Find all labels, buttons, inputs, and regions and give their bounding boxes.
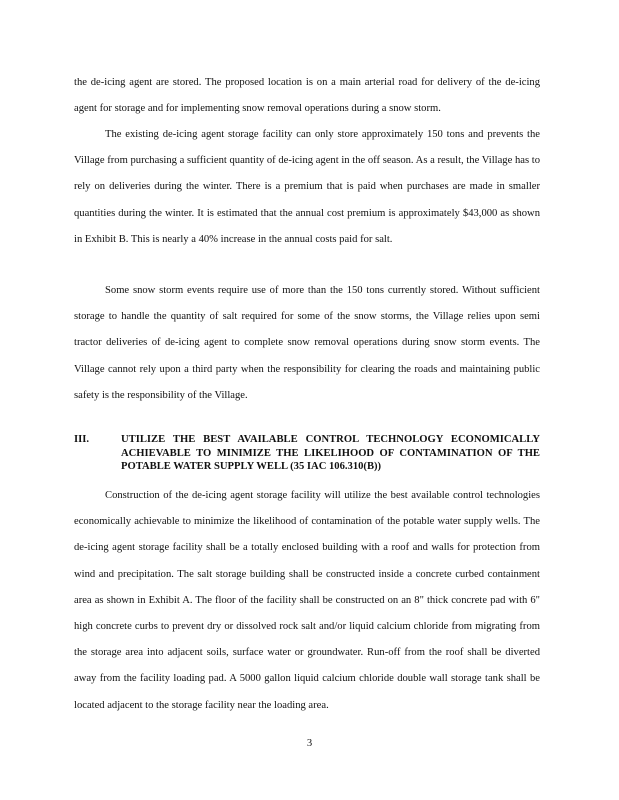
section-title: UTILIZE THE BEST AVAILABLE CONTROL TECHNOLOGY ECONOMICALLY ACHIEVABLE TO MINIMIZE THE LIKELIHOOD OF CONTAMINATION OF THE POTABLE WATER SUPPLY WELL (35 IAC 106.310(B)) <box>121 434 540 472</box>
section-number: III. <box>74 434 90 445</box>
section-heading <box>74 433 540 474</box>
paragraph-control-technology: Construction of the de-icing agent storage facility will utilize the best available control technologies economically achievable to minimize the likelihood of contamination of the potable water supply wells. The de-icing agent storage facility shall be a totally enclosed building with a roof and walls for protection from wind and precipitation. The salt storage building shall be constructed inside a concrete curbed containment area as shown in Exhibit A. The floor of the facility shall be constructed on an 8" thick concrete pad with 6" high concrete curbs to prevent dry or dissolved rock salt and/or liquid calcium chloride from migrating from the storage area into adjacent soils, surface water or groundwater. Run-off from the roof shall be diverted away from the facility loading pad. A 5000 gallon liquid calcium chloride double wall storage tank shall be located adjacent to the storage facility near the loading area. <box>74 490 540 711</box>
paragraph-storage-capacity: The existing de-icing agent storage facility can only store approximately 150 tons and prevents the Village from purchasing a sufficient quantity of de-icing agent in the off season. As a result, the Village has to rely on deliveries during the winter. There is a premium that is paid when purchases are made in smaller quantities during the winter. It is estimated that the annual cost premium is approximately $43,000 as shown in Exhibit B. This is nearly a 40% increase in the annual costs paid for salt. <box>74 129 540 245</box>
paragraph-snow-storm-events: Some snow storm events require use of more than the 150 tons currently stored. Without sufficient storage to handle the quantity of salt required for some of the snow storms, the Village relies upon semi tractor deliveries of de-icing agent to complete snow removal operations during snow storm events. The Village cannot rely upon a third party when the responsibility for clearing the roads and maintaining public safety is the responsibility of the Village. <box>74 285 540 401</box>
page-number: 3 <box>306 738 313 749</box>
paragraph-continuation: the de-icing agent are stored. The proposed location is on a main arterial road for delivery of the de-icing agent for storage and for implementing snow removal operations during a snow storm. <box>74 77 540 115</box>
